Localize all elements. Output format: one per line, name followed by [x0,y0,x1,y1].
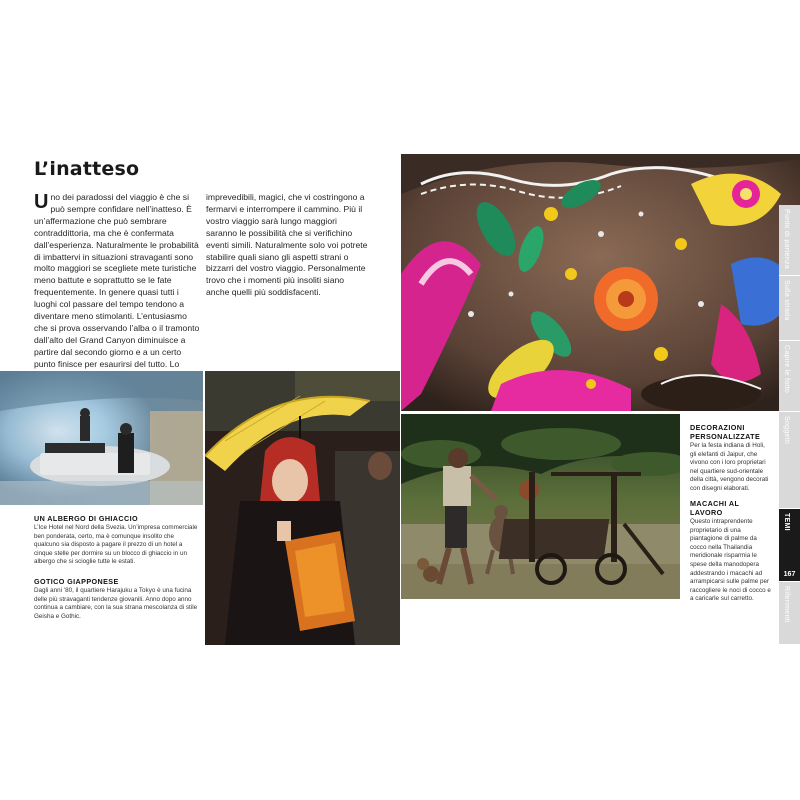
side-tab-riferimenti[interactable] [779,582,800,645]
caption-heading: GOTICO GIAPPONESE [34,577,119,586]
side-tab-label: Capire le fotto [783,345,790,394]
intro-column-1 [34,192,200,383]
caption-text: L’Ice Hotel nel Nord della Svezia. Un’impresa commerciale ben ponderata, certo, ma è comunque insolito che qualcuno sia disposto a pagare il prezzo di un hotel a cinque stelle per dormire su un blocco di ghiaccio in un albergo che si scioglie tutte le estati. [34,524,198,566]
page-number: 167 [779,569,800,581]
caption-ice-hotel [34,514,199,567]
side-tab-label: TEMI [783,513,790,531]
side-tab-punto-di-partenza[interactable] [779,205,800,276]
drop-cap: U [34,191,49,213]
side-tab-label: Punto di partenza [783,209,790,269]
caption-text: Per la festa indiana di Holi, gli elefanti di Jaipur, che vivono con i loro proprietari nel quartiere sud-orientale della città, vengono decorati con disegni elaborati. [690,442,769,492]
page-title: L’inatteso [34,158,140,180]
caption-heading: MACACHI AL LAVORO [690,499,740,517]
side-tab-label: Soggetti [783,416,790,445]
intro-column-2 [206,192,368,299]
caption-gothic-japanese [34,577,199,621]
photo-ice-hotel [0,371,203,505]
intro-text-2: imprevedibili, magici, che vi costringono a fermarvi e interrompere il cammino. Più il vostro viaggio sarà lungo maggiori saranno le possibilità che si verifichino eventi simili. Naturalmente solo voi potrete stabilire quali siano gli aspetti strani o bizzarri del vostro viaggio. Personalmente trovo che i momenti più insoliti siano anche quelli più soddisfacenti. [206,192,368,298]
side-tab-capire[interactable] [779,341,800,412]
caption-heading: DECORAZIONI PERSONALIZZATE [690,423,761,441]
caption-decorations [690,423,772,494]
side-tab-sulla-strada[interactable] [779,276,800,341]
side-tab-temi[interactable] [779,509,800,570]
caption-macaques [690,499,772,604]
side-tab-soggetti[interactable] [779,412,800,509]
caption-heading: UN ALBERGO DI GHIACCIO [34,514,138,523]
intro-text-1: no dei paradossi del viaggio è che si può sempre confidare nell’inatteso. È un’affermazione che può sembrare contraddittoria, ma che è confermata dall’esperienza. Naturalmente le probabilità di imbattervi in situazioni stravaganti sono molto maggiori se scegliete mete turistiche meno battute e soprattutto se le fate frequentemente. In genere quasi tutti i luoghi col passare del tempo tendono a diventare meno stimolanti. L’entusiasmo che si prova osservando l’alba o il tramonto dall’alto del Grand Canyon diminuisce a partire dal secondo giorno e a un certo punto finisce per esaurirsi del tutto. Lo [34,192,200,369]
side-tab-label: Sulla strada [783,280,790,321]
photo-gothic-japanese [205,371,400,645]
photo-macaques-working [401,414,680,599]
side-tab-label: Riferimenti [783,586,790,623]
caption-text: Questo intraprendente proprietario di una piantagione di palme da cocco nella Thailandia meridionale risparmia le spese della manodopera addestrando i macachi ad arrampicarsi sulle palme per raccogliere le noci di cocco e a caricarle sul carretto. [690,518,771,603]
caption-text: Dagli anni ’80, il quartiere Harajuku a Tokyo è una fucina delle più stravaganti tendenze giovanili. Anno dopo anno continua a cambiare, con la sua strana mescolanza di stile Geisha e Gothic. [34,587,198,620]
photo-decorated-elephant [401,154,800,411]
